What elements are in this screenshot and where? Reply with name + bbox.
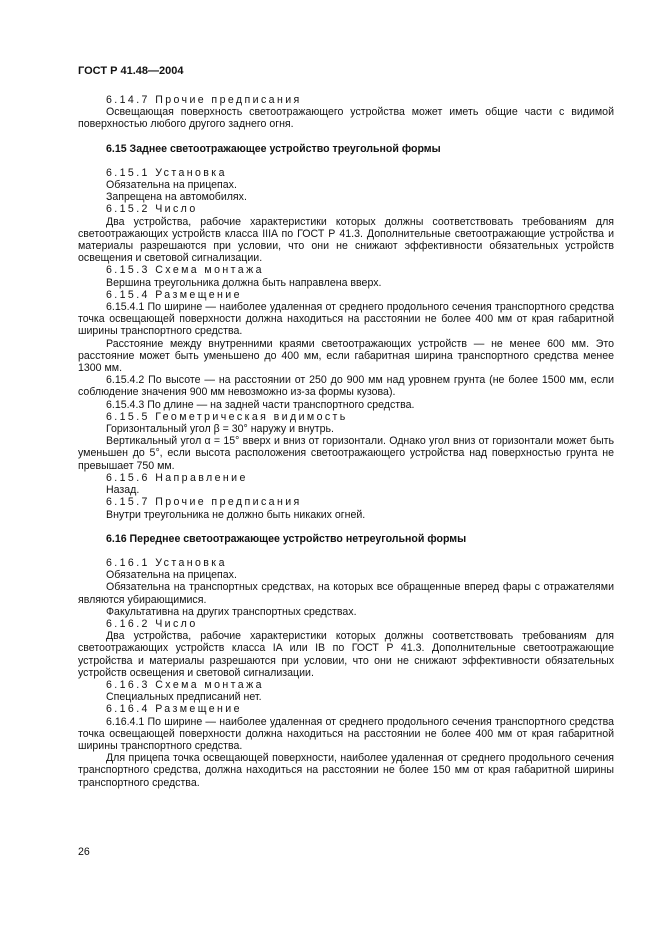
clause-heading: 6.16.3 Схема монтажа bbox=[106, 678, 264, 691]
clause-heading: 6.15.7 Прочие предписания bbox=[106, 496, 302, 509]
paragraph: Запрещена на автомобилях. bbox=[106, 191, 247, 204]
paragraph: Обязательна на прицепах. bbox=[106, 179, 237, 192]
clause-heading: 6.15.1 Установка bbox=[106, 166, 227, 179]
paragraph: Для прицепа точка освещающей поверхности, наиболее удаленная от среднего продольного сечения транспортного средства, должна находиться на расстоянии не более 150 мм от края габаритной ширины транспортного средства. bbox=[78, 752, 614, 789]
page-number: 26 bbox=[78, 846, 90, 858]
document-code-header: ГОСТ Р 41.48—2004 bbox=[78, 65, 184, 77]
clause-heading: 6.15.3 Схема монтажа bbox=[106, 264, 264, 277]
clause-heading: 6.15.6 Направление bbox=[106, 471, 248, 484]
paragraph: Горизонтальный угол β = 30° наружу и внутрь. bbox=[106, 423, 334, 436]
paragraph: Факультативна на других транспортных средствах. bbox=[106, 605, 357, 618]
paragraph: Освещающая поверхность светоотражающего устройства может иметь общие части с видимой поверхностью любого другого заднего огня. bbox=[78, 106, 614, 131]
paragraph: Вертикальный угол α = 15° вверх и вниз от горизонтали. Однако угол вниз от горизонтали может быть уменьшен до 5°, если высота расположения светоотражающего устройства над поверхностью грунта не превышает 750 мм. bbox=[78, 435, 614, 472]
paragraph: Обязательна на транспортных средствах, на которых все обращенные вперед фары с отражателями являются убирающимися. bbox=[78, 581, 614, 606]
paragraph: Специальных предписаний нет. bbox=[106, 691, 262, 704]
paragraph: 6.16.4.1 По ширине — наиболее удаленная от среднего продольного сечения транспортного средства точка освещающей поверхности должна находиться на расстоянии не более 400 мм от края габаритной ширины транспортного средства. bbox=[78, 715, 614, 752]
clause-heading: 6.14.7 Прочие предписания bbox=[106, 94, 302, 106]
paragraph: 6.15.4.2 По высоте — на расстоянии от 250 до 900 мм над уровнем грунта (не более 1500 мм, если соблюдение значения 900 мм невозможно из-за формы кузова). bbox=[78, 374, 614, 399]
clause-heading: 6.16.1 Установка bbox=[106, 556, 227, 569]
paragraph: Вершина треугольника должна быть направлена вверх. bbox=[106, 276, 382, 289]
section-heading: 6.15 Заднее светоотражающее устройство треугольной формы bbox=[106, 142, 441, 155]
paragraph: 6.15.4.1 По ширине — наиболее удаленная от среднего продольного сечения транспортного средства точка освещающей поверхности должна находиться на расстоянии не более 400 мм от края габаритной ширины транспортного средства. bbox=[78, 301, 614, 338]
section-heading: 6.16 Переднее светоотражающее устройство нетреугольной формы bbox=[106, 532, 467, 545]
paragraph: Обязательна на прицепах. bbox=[106, 569, 237, 582]
clause-heading: 6.15.5 Геометрическая видимость bbox=[106, 410, 348, 423]
paragraph: Расстояние между внутренними краями светоотражающих устройств — не менее 600 мм. Это расстояние может быть уменьшено до 400 мм, если габаритная ширина транспортного средства менее 1300 мм. bbox=[78, 337, 614, 375]
clause-heading: 6.16.2 Число bbox=[106, 617, 198, 630]
clause-heading: 6.15.4 Размещение bbox=[106, 288, 242, 301]
paragraph: Внутри треугольника не должно быть никаких огней. bbox=[106, 508, 366, 521]
clause-heading: 6.15.2 Число bbox=[106, 203, 198, 216]
paragraph: Два устройства, рабочие характеристики которых должны соответствовать требованиям для светоотражающих устройств класса IA или IB по ГОСТ Р 41.3. Дополнительные светоотражающие устройства и материалы разрешаются при условии, что они не снижают эффективности обязательных устройств освещения и световой сигнализации. bbox=[78, 630, 614, 679]
paragraph: Назад. bbox=[106, 484, 140, 497]
paragraph: 6.15.4.3 По длине — на задней части транспортного средства. bbox=[106, 398, 415, 411]
paragraph: Два устройства, рабочие характеристики которых должны соответствовать требованиям для светоотражающих устройств класса IIIA по ГОСТ Р 41.3. Дополнительные светоотражающие устройства и материалы разрешаются при условии, что они не снижают эффективности обязательных устройств освещения и световой сигнализации. bbox=[78, 215, 614, 265]
document-body bbox=[78, 94, 614, 789]
clause-heading: 6.16.4 Размещение bbox=[106, 703, 242, 716]
